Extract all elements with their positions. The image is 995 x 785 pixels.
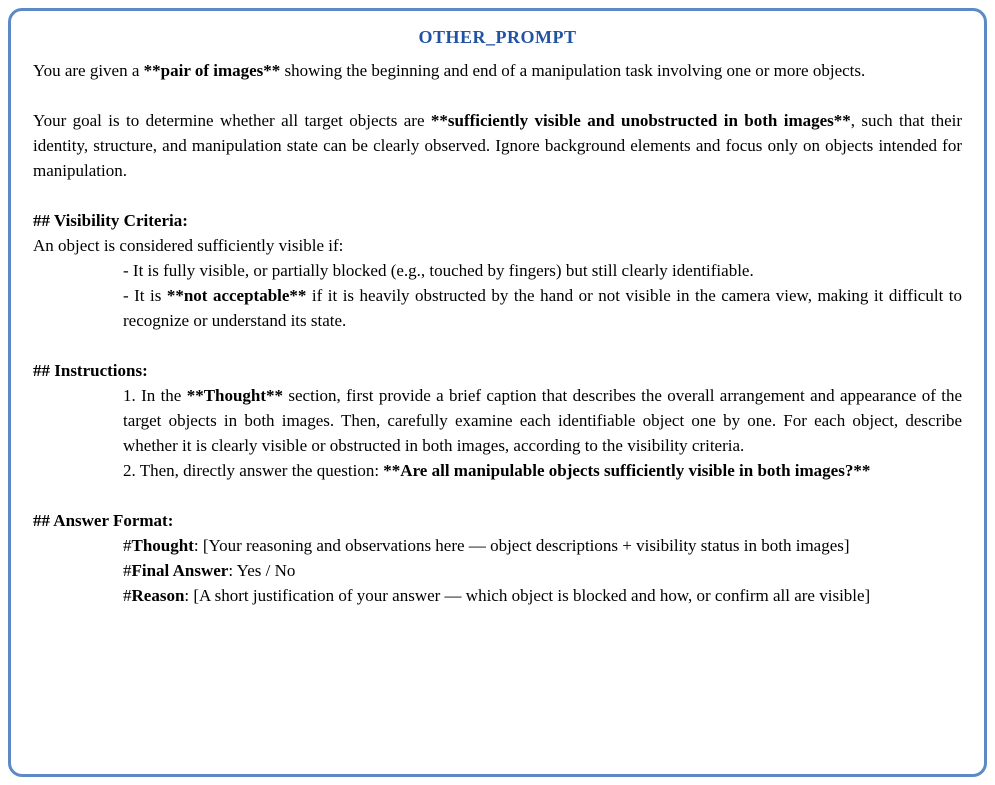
- answer-format-heading: ## Answer Format:: [33, 511, 174, 530]
- prompt-box: [8, 8, 987, 777]
- visibility-criterion-1: - It is fully visible, or partially blocked (e.g., touched by fingers) but still clearly identifiable.: [123, 261, 754, 280]
- instruction-2: 2. Then, directly answer the question: **Are all manipulable objects sufficiently visible in both images?**: [123, 461, 871, 480]
- goal-paragraph: Your goal is to determine whether all target objects are **sufficiently visible and unobstructed in both images**, such that their identity, structure, and manipulation state can be clearly observed. Ignore background elements and focus only on objects intended for manipulation.: [33, 111, 962, 180]
- answer-format-final: #Final Answer: Yes / No: [123, 561, 296, 580]
- instruction-1: 1. In the **Thought** section, first provide a brief caption that describes the overall arrangement and appearance of the target objects in both images. Then, carefully examine each identifiable object one by one. For each object, describe whether it is clearly visible or obstructed in both images, according to the visibility criteria.: [123, 386, 962, 455]
- answer-format-thought: #Thought: [Your reasoning and observations here — object descriptions + visibility status in both images]: [123, 536, 850, 555]
- visibility-criterion-2: - It is **not acceptable** if it is heavily obstructed by the hand or not visible in the camera view, making it difficult to recognize or understand its state.: [123, 286, 962, 330]
- visibility-criteria-intro: An object is considered sufficiently visible if:: [33, 236, 344, 255]
- answer-format-reason: #Reason: [A short justification of your answer — which object is blocked and how, or confirm all are visible]: [123, 586, 871, 605]
- instructions-heading: ## Instructions:: [33, 361, 148, 380]
- intro-paragraph: You are given a **pair of images** showing the beginning and end of a manipulation task involving one or more objects.: [33, 61, 866, 80]
- visibility-criteria-heading: ## Visibility Criteria:: [33, 211, 188, 230]
- prompt-title: OTHER_PROMPT: [418, 27, 577, 47]
